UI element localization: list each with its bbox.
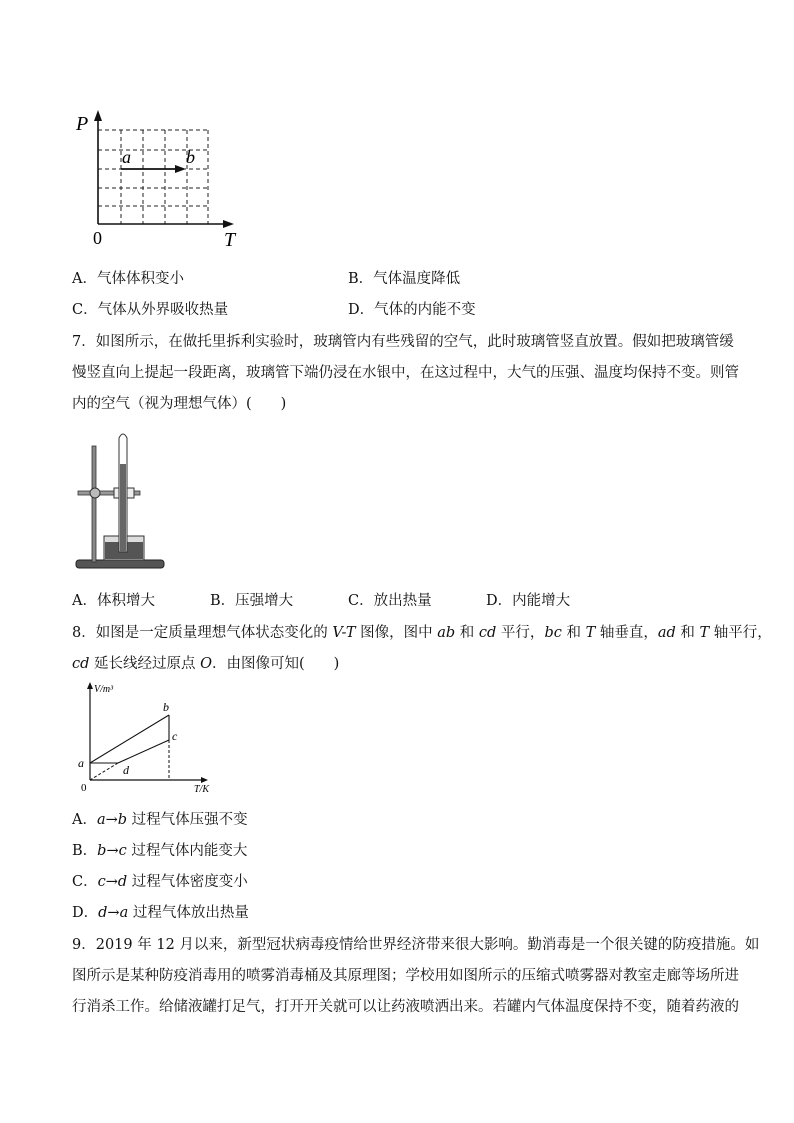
pt-graph xyxy=(60,108,250,253)
clamp-knob xyxy=(90,488,100,498)
vt-x-label: T/K xyxy=(194,784,210,795)
q7-option-b: B．压强增大 xyxy=(210,593,294,609)
pt-origin: 0 xyxy=(93,228,102,248)
q8-line-2: cd 延长线经过原点 O．由图像可知( ) xyxy=(72,656,340,672)
q9-line-1: 9．2019 年 12 月以来，新型冠状病毒疫情给世界经济带来很大影响。勤消毒是一个很关键的防疫措施。如 xyxy=(72,937,760,953)
q6-option-a: A．气体体积变小 xyxy=(72,271,184,287)
q8-option-d: D．d→a 过程气体放出热量 xyxy=(72,905,249,921)
pt-point-a: a xyxy=(122,147,131,167)
vt-point-d: d xyxy=(123,763,129,777)
q7-option-d: D．内能增大 xyxy=(486,593,571,609)
q8-option-a: A．a→b 过程气体压强不变 xyxy=(72,812,248,828)
q6-option-d: D．气体的内能不变 xyxy=(348,302,476,318)
pt-y-label: P xyxy=(76,113,89,135)
q8-option-b: B．b→c 过程气体内能变大 xyxy=(72,843,248,859)
q6-option-b: B．气体温度降低 xyxy=(348,271,461,287)
vt-point-a: a xyxy=(78,756,84,770)
vt-x-arrow xyxy=(201,777,208,783)
vt-point-c: c xyxy=(172,729,178,743)
q7-option-a: A．体积增大 xyxy=(72,593,155,609)
q9-line-2: 图所示是某种防疫消毒用的喷雾消毒桶及其原理图；学校用如图所示的压缩式喷雾器对教室走廊等场所进 xyxy=(72,968,739,984)
q7-line-3: 内的空气（视为理想气体）( ) xyxy=(72,396,287,412)
pt-x-label: T xyxy=(224,229,236,251)
q7-line-1: 7．如图所示，在做托里拆利实验时，玻璃管内有些残留的空气，此时玻璃管竖直放置。假如把玻璃管缓 xyxy=(72,334,734,350)
pt-point-b: b xyxy=(186,147,195,167)
pt-x-arrow xyxy=(223,220,234,228)
q9-line-3: 行消杀工作。给储液罐打足气，打开开关就可以让药液喷洒出来。若罐内气体温度保持不变，随着药液的 xyxy=(72,999,739,1015)
q7-line-2: 慢竖直向上提起一段距离，玻璃管下端仍浸在水银中，在这过程中，大气的压强、温度均保持不变。则管 xyxy=(72,365,739,381)
vt-y-label: V/m³ xyxy=(94,684,114,695)
q8-option-c: C．c→d 过程气体密度变小 xyxy=(72,874,248,890)
vt-point-b: b xyxy=(163,700,169,714)
q7-option-c: C．放出热量 xyxy=(348,593,432,609)
vt-segment-ab xyxy=(90,715,169,763)
vt-segment-cd xyxy=(118,740,169,763)
vt-extension-do xyxy=(90,763,118,780)
vt-y-arrow xyxy=(87,682,93,689)
pt-process-arrow xyxy=(175,165,186,173)
q8-line-1: 8．如图是一定质量理想气体状态变化的 V-T 图像，图中 ab 和 cd 平行，bc 和 T 轴垂直，ad 和 T 轴平行， xyxy=(72,625,772,641)
stand-rod xyxy=(92,446,96,562)
stand-base xyxy=(76,560,164,568)
pt-grid xyxy=(98,130,208,224)
vt-graph xyxy=(74,680,224,796)
mercury-column xyxy=(120,464,126,552)
vt-origin: 0 xyxy=(81,782,87,794)
q6-option-c: C．气体从外界吸收热量 xyxy=(72,302,229,318)
torricelli-apparatus-figure xyxy=(70,428,170,574)
pt-y-arrow xyxy=(94,110,102,121)
